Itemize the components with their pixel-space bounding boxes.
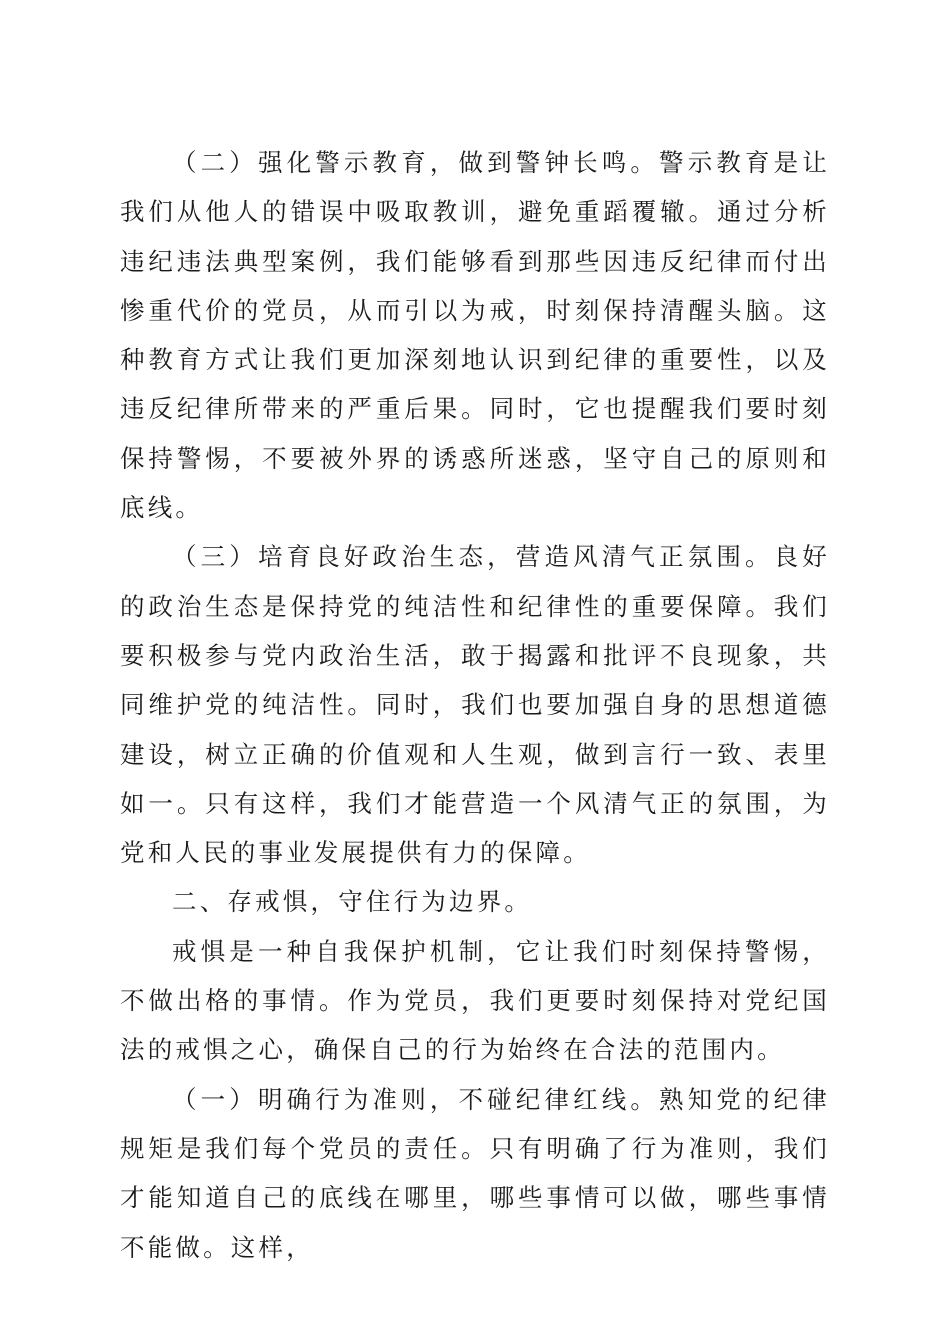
section-heading-caution: 二、存戒惧，守住行为边界。 bbox=[172, 887, 533, 917]
paragraph-code-of-conduct: （一）明确行为准则，不碰纪律红线。熟知党的纪律规矩是我们每个党员的责任。只有明确了行为准则，我们才能知道自己的底线在哪里，哪些事情可以做，哪些事情不能做。这样， bbox=[120, 1084, 830, 1262]
document-body bbox=[120, 138, 830, 1272]
paragraph-warning-education: （二）强化警示教育，做到警钟长鸣。警示教育是让我们从他人的错误中吸取教训，避免重蹈覆辙。通过分析违纪违法典型案例，我们能够看到那些因违反纪律而付出惨重代价的党员，从而引以为戒，时刻保持清醒头脑。这种教育方式让我们更加深刻地认识到纪律的重要性，以及违反纪律所带来的严重后果。同时，它也提醒我们要时刻保持警惕，不要被外界的诱惑所迷惑，坚守自己的原则和底线。 bbox=[120, 148, 830, 523]
paragraph-political-ecology: （三）培育良好政治生态，营造风清气正氛围。良好的政治生态是保持党的纯洁性和纪律性的重要保障。我们要积极参与党内政治生活，敢于揭露和批评不良现象，共同维护党的纯洁性。同时，我们也要加强自身的思想道德建设，树立正确的价值观和人生观，做到言行一致、表里如一。只有这样，我们才能营造一个风清气正的氛围，为党和人民的事业发展提供有力的保障。 bbox=[120, 542, 830, 868]
paragraph-caution-mechanism: 戒惧是一种自我保护机制，它让我们时刻保持警惕，不做出格的事情。作为党员，我们更要时刻保持对党纪国法的戒惧之心，确保自己的行为始终在合法的范围内。 bbox=[120, 936, 830, 1065]
